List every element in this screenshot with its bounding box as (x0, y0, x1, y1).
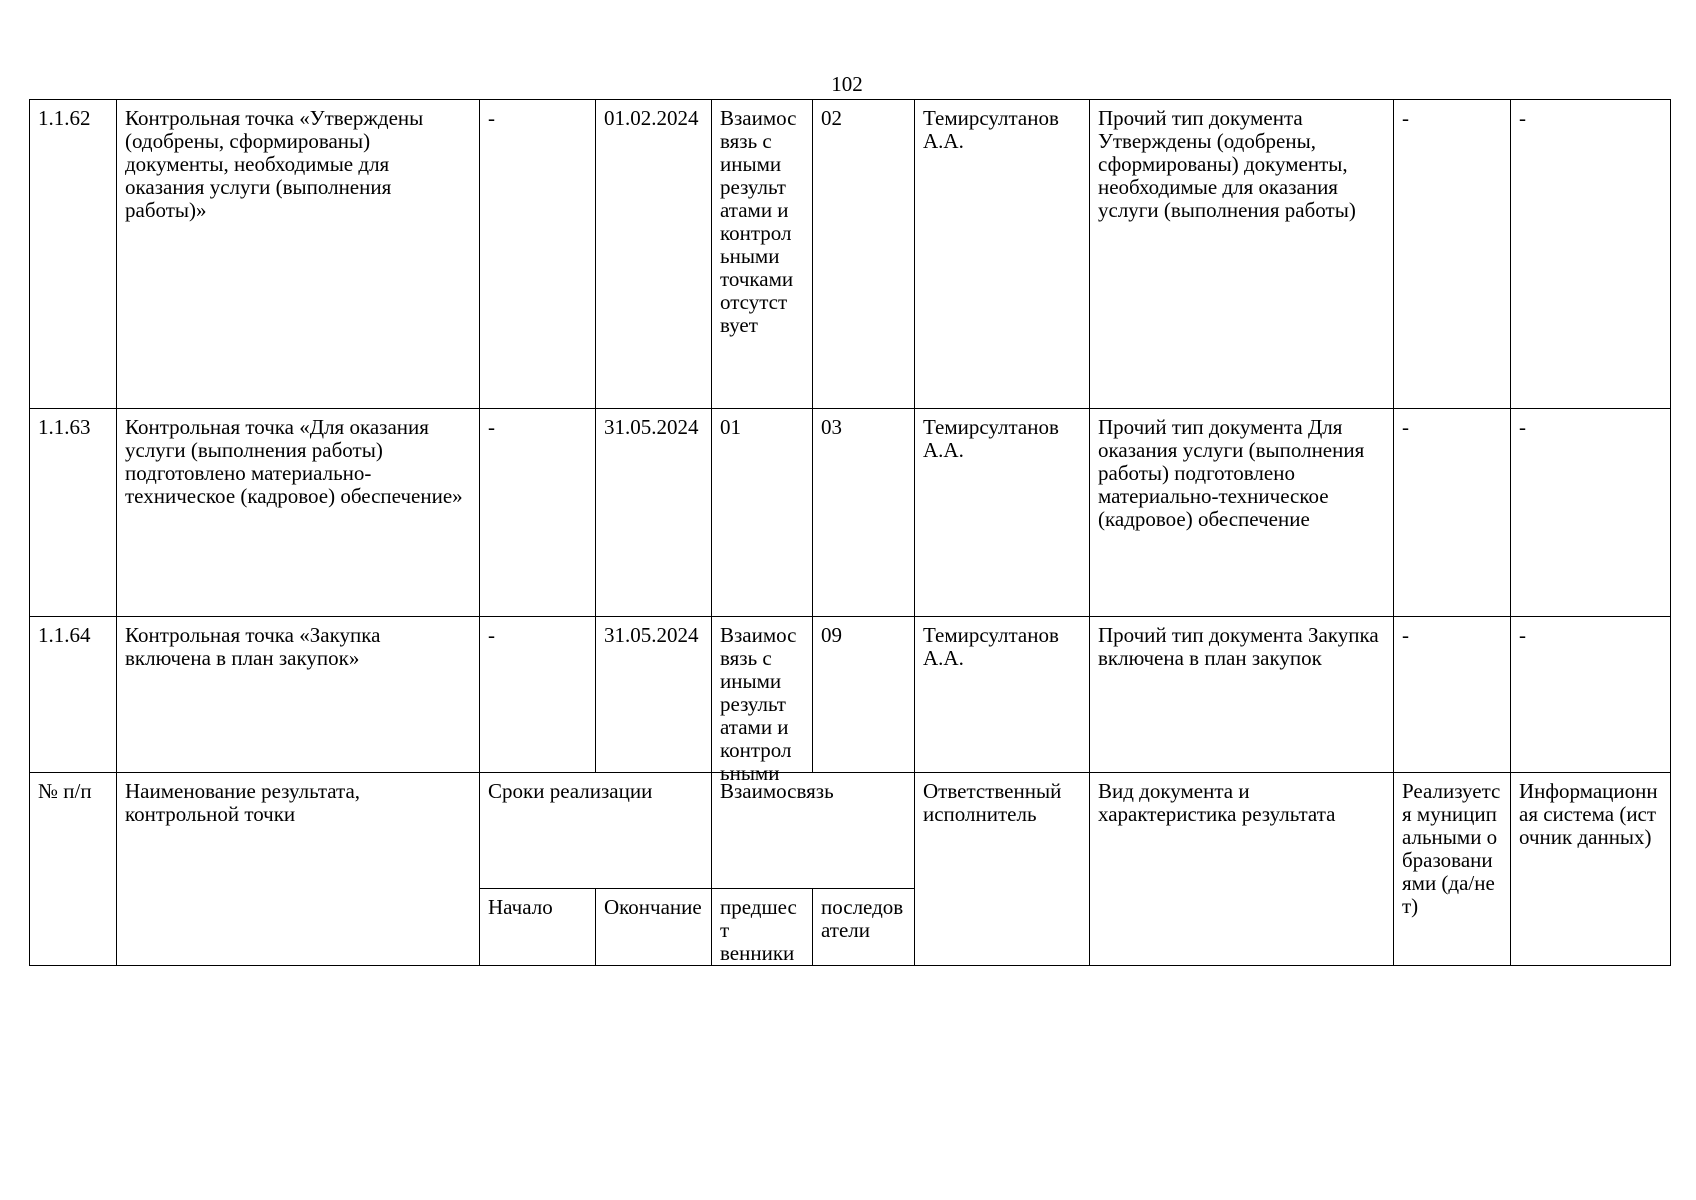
row-predecessors: Взаимос вязь с иными результ атами и контрол ьными (720, 623, 797, 785)
row-name: Контрольная точка «Утверждены (одобрены, сформированы) документы, необходимые для оказания услуги (выполнения работы)» (117, 100, 480, 409)
header-info-system: Информационная система (источник данных) (1511, 773, 1671, 966)
row-doc-type: Прочий тип документа Закупка включена в план закупок (1090, 617, 1394, 773)
row-doc-type: Прочий тип документа Для оказания услуги (выполнения работы) подготовлено материально-техническое (кадровое) обеспечение (1090, 409, 1394, 617)
row-municipal: - (1394, 100, 1511, 409)
row-responsible: Темирсултанов А.А. (915, 617, 1090, 773)
header-relation: Взаимосвязь (712, 773, 915, 889)
row-number: 1.1.64 (30, 617, 117, 773)
row-start: - (480, 617, 596, 773)
row-municipal: - (1394, 617, 1511, 773)
row-start: - (480, 409, 596, 617)
row-doc-type: Прочий тип документа Утверждены (одобрены, сформированы) документы, необходимые для оказания услуги (выполнения работы) (1090, 100, 1394, 409)
row-successors: 02 (813, 100, 915, 409)
header-start: Начало (480, 889, 596, 966)
header-predecessors: предшест венники (712, 889, 813, 966)
page-number: 102 (831, 72, 863, 96)
row-number: 1.1.62 (30, 100, 117, 409)
table-row (30, 409, 1671, 617)
row-end: 31.05.2024 (596, 409, 712, 617)
row-successors: 09 (813, 617, 915, 773)
row-predecessors: Взаимос вязь с иными результ атами и контрол ьными точками отсутст вует (712, 100, 813, 409)
row-end: 01.02.2024 (596, 100, 712, 409)
row-predecessors-cell (712, 617, 813, 785)
table-row (30, 100, 1671, 409)
row-predecessors: 01 (712, 409, 813, 617)
header-num: № п/п (30, 773, 117, 966)
row-responsible: Темирсултанов А.А. (915, 100, 1090, 409)
row-end: 31.05.2024 (596, 617, 712, 773)
header-responsible: Ответственный исполнитель (915, 773, 1090, 966)
row-responsible: Темирсултанов А.А. (915, 409, 1090, 617)
row-name: Контрольная точка «Для оказания услуги (выполнения работы) подготовлено материально-техническое (кадровое) обеспечение» (117, 409, 480, 617)
row-number: 1.1.63 (30, 409, 117, 617)
header-end: Окончание (596, 889, 712, 966)
results-table (29, 99, 1671, 966)
row-info-system: - (1511, 100, 1671, 409)
row-start: - (480, 100, 596, 409)
header-row (30, 773, 1671, 889)
header-municipal: Реализуется муниципальными образованиями (да/нет) (1394, 773, 1511, 966)
row-name: Контрольная точка «Закупка включена в план закупок» (117, 617, 480, 773)
row-info-system: - (1511, 409, 1671, 617)
header-successors: последов атели (813, 889, 915, 966)
header-deadlines: Сроки реализации (480, 773, 712, 889)
row-municipal: - (1394, 409, 1511, 617)
header-doc-type: Вид документа и характеристика результата (1090, 773, 1394, 966)
table-row (30, 617, 1671, 773)
row-info-system: - (1511, 617, 1671, 773)
row-successors: 03 (813, 409, 915, 617)
header-name: Наименование результата, контрольной точки (117, 773, 480, 966)
